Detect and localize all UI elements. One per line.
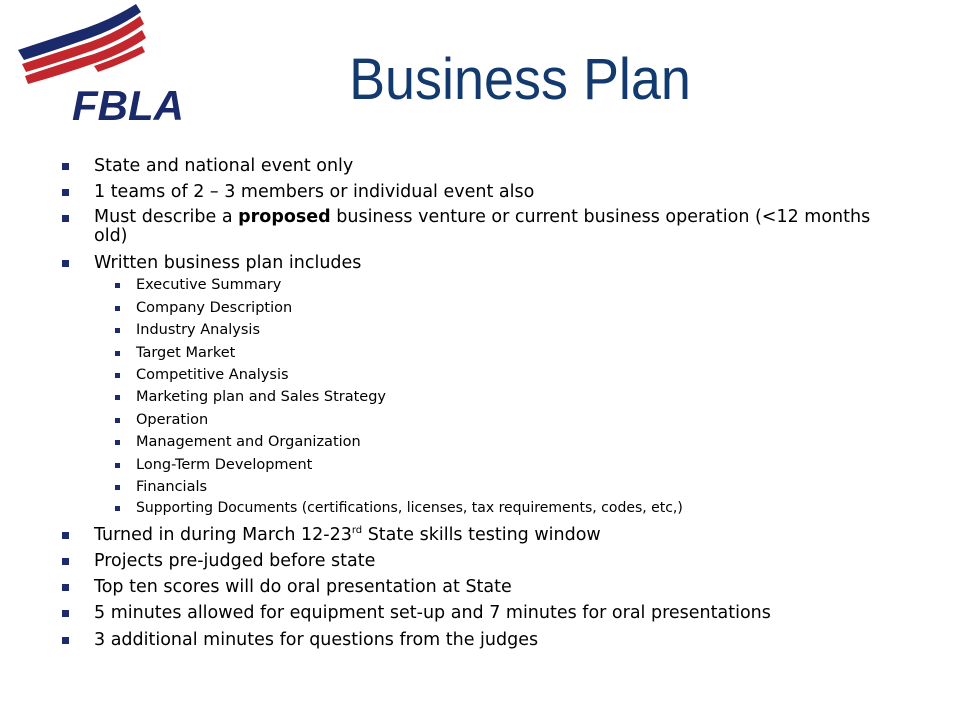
- sub-bullet-square-icon: [115, 373, 120, 378]
- bullet-item: [94, 253, 894, 273]
- bullet-square-icon: [62, 558, 69, 565]
- bullet-item: [94, 156, 894, 176]
- page-title: Business Plan: [349, 47, 691, 112]
- bullet-text-continued: State skills testing window: [362, 525, 601, 545]
- bullet-square-icon: [62, 584, 69, 591]
- bullet-text-continued: business venture or current business operation (<12 months old): [94, 207, 871, 246]
- bullet-text: Projects pre-judged before state: [94, 551, 376, 571]
- bullet-square-icon: [62, 637, 69, 644]
- bullet-square-icon: [62, 163, 69, 170]
- bullet-item: [94, 551, 894, 571]
- bullet-text: Turned in during March 12-23: [94, 525, 352, 545]
- bullet-text: Top ten scores will do oral presentation at State: [94, 577, 512, 597]
- sub-bullet-square-icon: [115, 485, 120, 490]
- sub-bullet-text: Management and Organization: [136, 434, 361, 450]
- bullet-text: 3 additional minutes for questions from the judges: [94, 630, 539, 650]
- bullet-bold-text: proposed: [238, 207, 331, 227]
- sub-bullet-item: [136, 277, 896, 294]
- bullet-item: [94, 577, 894, 597]
- bullet-text: State and national event only: [94, 156, 354, 176]
- sub-bullet-square-icon: [115, 306, 120, 311]
- sub-bullet-text: Company Description: [136, 300, 293, 316]
- bullet-square-icon: [62, 215, 69, 222]
- bullet-item: [94, 182, 894, 202]
- sub-bullet-item: [136, 345, 896, 362]
- sub-bullet-text: Financials: [136, 479, 208, 495]
- bullet-square-icon: [62, 610, 69, 617]
- sub-bullet-item: [136, 457, 896, 474]
- bullet-text: Must describe a: [94, 207, 239, 227]
- bullet-item: [94, 630, 894, 650]
- bullet-square-icon: [62, 532, 69, 539]
- sub-bullet-text: Supporting Documents (certifications, licenses, tax requirements, codes, etc,): [136, 500, 683, 516]
- sub-bullet-square-icon: [115, 506, 120, 511]
- sub-bullet-square-icon: [115, 440, 120, 445]
- bullet-text: Written business plan includes: [94, 253, 362, 273]
- bullet-square-icon: [62, 189, 69, 196]
- sub-bullet-item: [136, 412, 896, 429]
- bullet-text: 5 minutes allowed for equipment set-up and 7 minutes for oral presentations: [94, 603, 771, 623]
- sub-bullet-item: [136, 322, 896, 339]
- bullet-item: [94, 603, 894, 623]
- sub-bullet-text: Marketing plan and Sales Strategy: [136, 389, 387, 405]
- sub-bullet-square-icon: [115, 283, 120, 288]
- bullet-item: [94, 525, 894, 545]
- sub-bullet-text: Executive Summary: [136, 277, 282, 293]
- sub-bullet-square-icon: [115, 395, 120, 400]
- sub-bullet-text: Target Market: [136, 345, 236, 361]
- bullet-square-icon: [62, 260, 69, 267]
- logo-wordmark: FBLA: [72, 82, 184, 129]
- superscript-suffix: rd: [351, 525, 363, 537]
- bullet-text: 1 teams of 2 – 3 members or individual event also: [94, 182, 535, 202]
- sub-bullet-square-icon: [115, 328, 120, 333]
- sub-bullet-item: [136, 479, 896, 496]
- sub-bullet-square-icon: [115, 418, 120, 423]
- sub-bullet-item: [136, 500, 896, 517]
- sub-bullet-square-icon: [115, 351, 120, 356]
- sub-bullet-item: [136, 434, 896, 451]
- sub-bullet-square-icon: [115, 463, 120, 468]
- sub-bullet-text: Long-Term Development: [136, 457, 313, 473]
- sub-bullet-item: [136, 367, 896, 384]
- bullet-item: [94, 208, 894, 246]
- sub-bullet-text: Operation: [136, 412, 209, 428]
- sub-bullet-item: [136, 389, 896, 406]
- sub-bullet-item: [136, 300, 896, 317]
- sub-bullet-text: Industry Analysis: [136, 322, 260, 338]
- sub-bullet-text: Competitive Analysis: [136, 367, 289, 383]
